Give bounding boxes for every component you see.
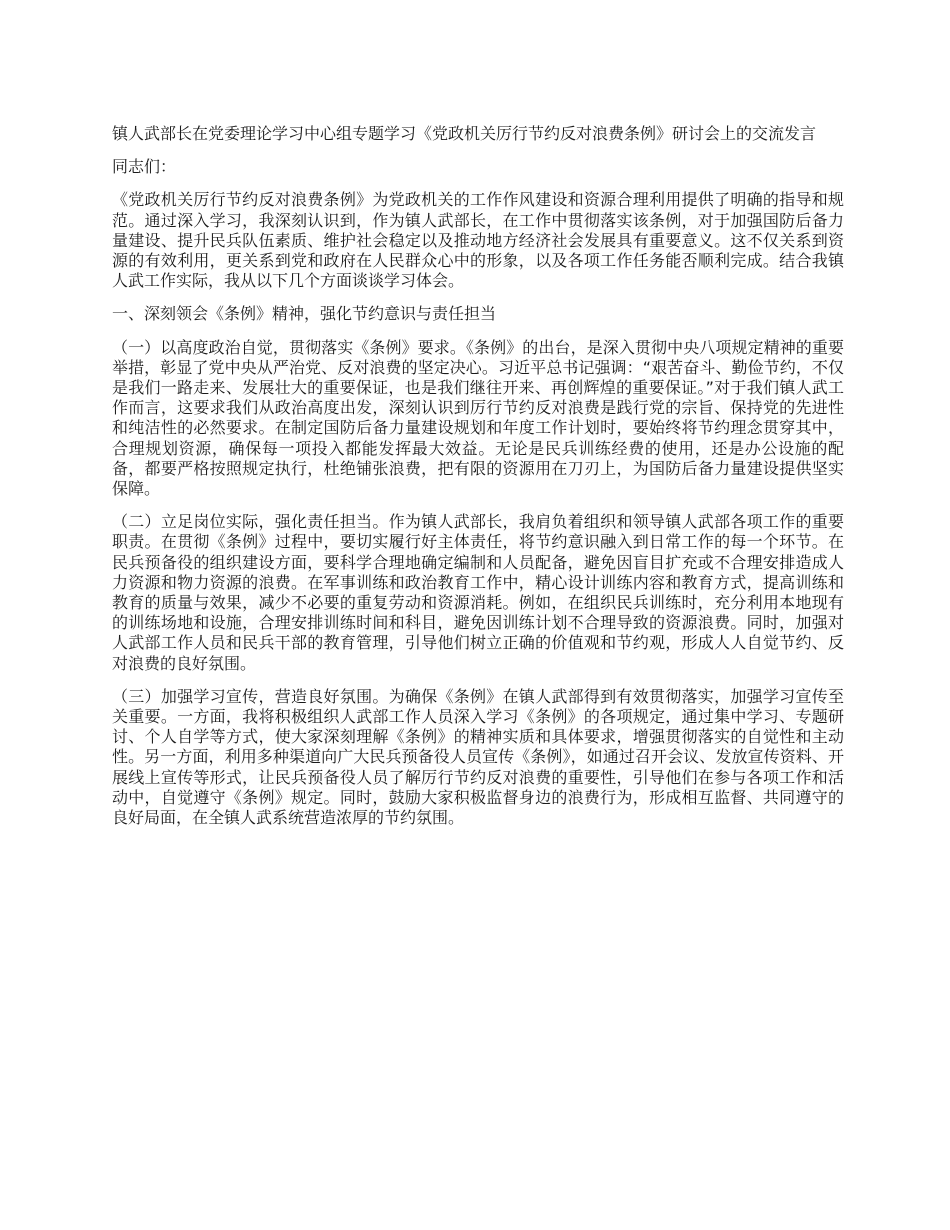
- salutation: 同志们：: [112, 157, 177, 177]
- paragraph-1: （一）以高度政治自觉，贯彻落实《条例》要求。《条例》的出台，是深入贯彻中央八项规定精神的重要举措，彰显了党中央从严治党、反对浪费的坚定决心。习近平总书记强调：“艰苦奋斗、勤俭节约，不仅是我们一路走来、发展壮大的重要保证，也是我们继往开来、再创辉煌的重要保证。”对于我们镇人武工作而言，这要求我们从政治高度出发，深刻认识到厉行节约反对浪费是践行党的宗旨、保持党的先进性和纯洁性的必然要求。在制定国防后备力量建设规划和年度工作计划时，要始终将节约理念贯穿其中，合理规划资源，确保每一项投入都能发挥最大效益。无论是民兵训练经费的使用，还是办公设施的配备，都要严格按照规定执行，杜绝铺张浪费，把有限的资源用在刀刃上，为国防后备力量建设提供坚实保障。: [112, 337, 844, 499]
- paragraph-2: （二）立足岗位实际，强化责任担当。作为镇人武部长，我肩负着组织和领导镇人武部各项工作的重要职责。在贯彻《条例》过程中，要切实履行好主体责任，将节约意识融入到日常工作的每一个环节。在民兵预备役的组织建设方面，要科学合理地确定编制和人员配备，避免因盲目扩充或不合理安排造成人力资源和物力资源的浪费。在军事训练和政治教育工作中，精心设计训练内容和教育方式，提高训练和教育的质量与效果，减少不必要的重复劳动和资源消耗。例如，在组织民兵训练时，充分利用本地现有的训练场地和设施，合理安排训练时间和科目，避免因训练计划不合理导致的资源浪费。同时，加强对人武部工作人员和民兵干部的教育管理，引导他们树立正确的价值观和节约观，形成人人自觉节约、反对浪费的良好氛围。: [112, 512, 844, 673]
- paragraph-3: （三）加强学习宣传，营造良好氛围。为确保《条例》在镇人武部得到有效贯彻落实，加强学习宣传至关重要。一方面，我将积极组织人武部工作人员深入学习《条例》的各项规定，通过集中学习、专题研讨、个人自学等方式，使大家深刻理解《条例》的精神实质和具体要求，增强贯彻落实的自觉性和主动性。另一方面，利用多种渠道向广大民兵预备役人员宣传《条例》，如通过召开会议、发放宣传资料、开展线上宣传等形式，让民兵预备役人员了解厉行节约反对浪费的重要性，引导他们在参与各项工作和活动中，自觉遵守《条例》规定。同时，鼓励大家积极监督身边的浪费行为，形成相互监督、共同遵守的良好局面，在全镇人武系统营造浓厚的节约氛围。: [112, 686, 844, 828]
- section-heading: 一、深刻领会《条例》精神，强化节约意识与责任担当: [112, 304, 497, 324]
- document-title: 镇人武部长在党委理论学习中心组专题学习《党政机关厉行节约反对浪费条例》研讨会上的交流发言: [112, 124, 817, 143]
- document-body: [112, 124, 844, 841]
- intro-paragraph: 《党政机关厉行节约反对浪费条例》为党政机关的工作作风建设和资源合理利用提供了明确的指导和规范。通过深入学习，我深刻认识到，作为镇人武部长，在工作中贯彻落实该条例，对于加强国防后备力量建设、提升民兵队伍素质、维护社会稳定以及推动地方经济社会发展具有重要意义。这不仅关系到资源的有效利用，更关系到党和政府在人民群众心中的形象，以及各项工作任务能否顺利完成。结合我镇人武工作实际，我从以下几个方面谈谈学习体会。: [112, 190, 844, 291]
